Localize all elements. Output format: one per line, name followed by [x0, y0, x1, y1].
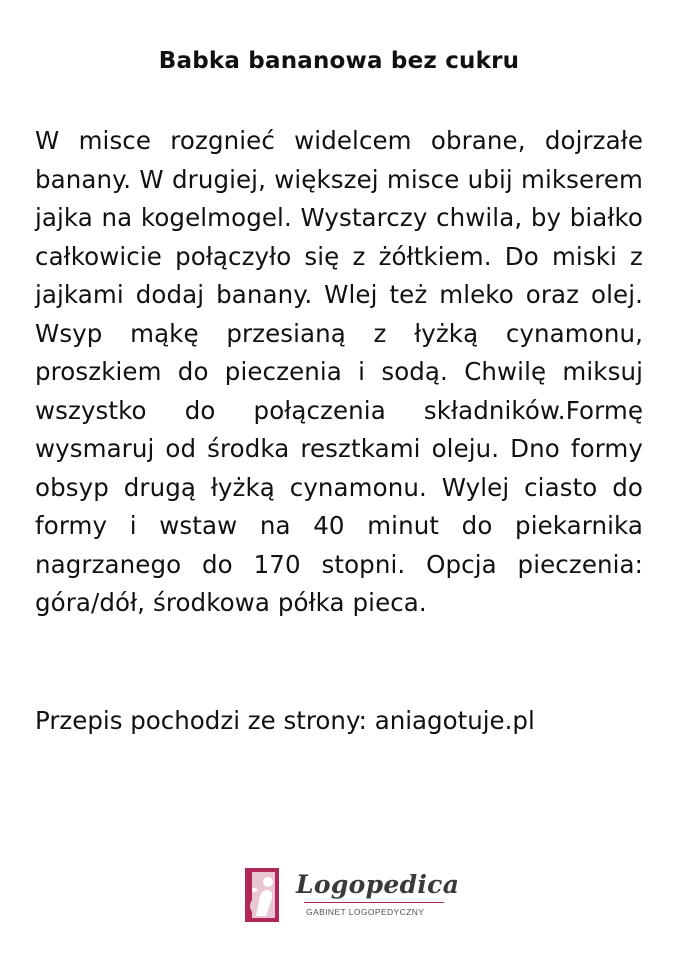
speech-therapy-figure-icon: [242, 866, 284, 924]
page-title: Babka bananowa bez cukru: [158, 48, 520, 74]
logo-name: Logopedica: [296, 870, 460, 899]
logo-subtitle: GABINET LOGOPEDYCZNY: [306, 907, 425, 917]
logopedica-logo: [242, 866, 462, 928]
logo-underline: [304, 902, 444, 903]
recipe-source: Przepis pochodzi ze strony: aniagotuje.pl: [35, 706, 535, 735]
recipe-instructions: W misce rozgnieć widelcem obrane, dojrzałe banany. W drugiej, większej misce ubij mikserem jajka na kogelmogel. Wystarczy chwila, by białko całkowicie połączyło się z żółtkiem. Do miski z jajkami dodaj banany. Wlej też mleko oraz olej. Wsyp mąkę przesianą z łyżką cynamonu, proszkiem do pieczenia i sodą. Chwilę miksuj wszystko do połączenia składników.Formę wysmaruj od środka resztkami oleju. Dno formy obsyp drugą łyżką cynamonu. Wylej ciasto do formy i wstaw na 40 minut do piekarnika nagrzanego do 170 stopni. Opcja pieczenia: góra/dół, środkowa półka pieca.: [35, 126, 643, 617]
